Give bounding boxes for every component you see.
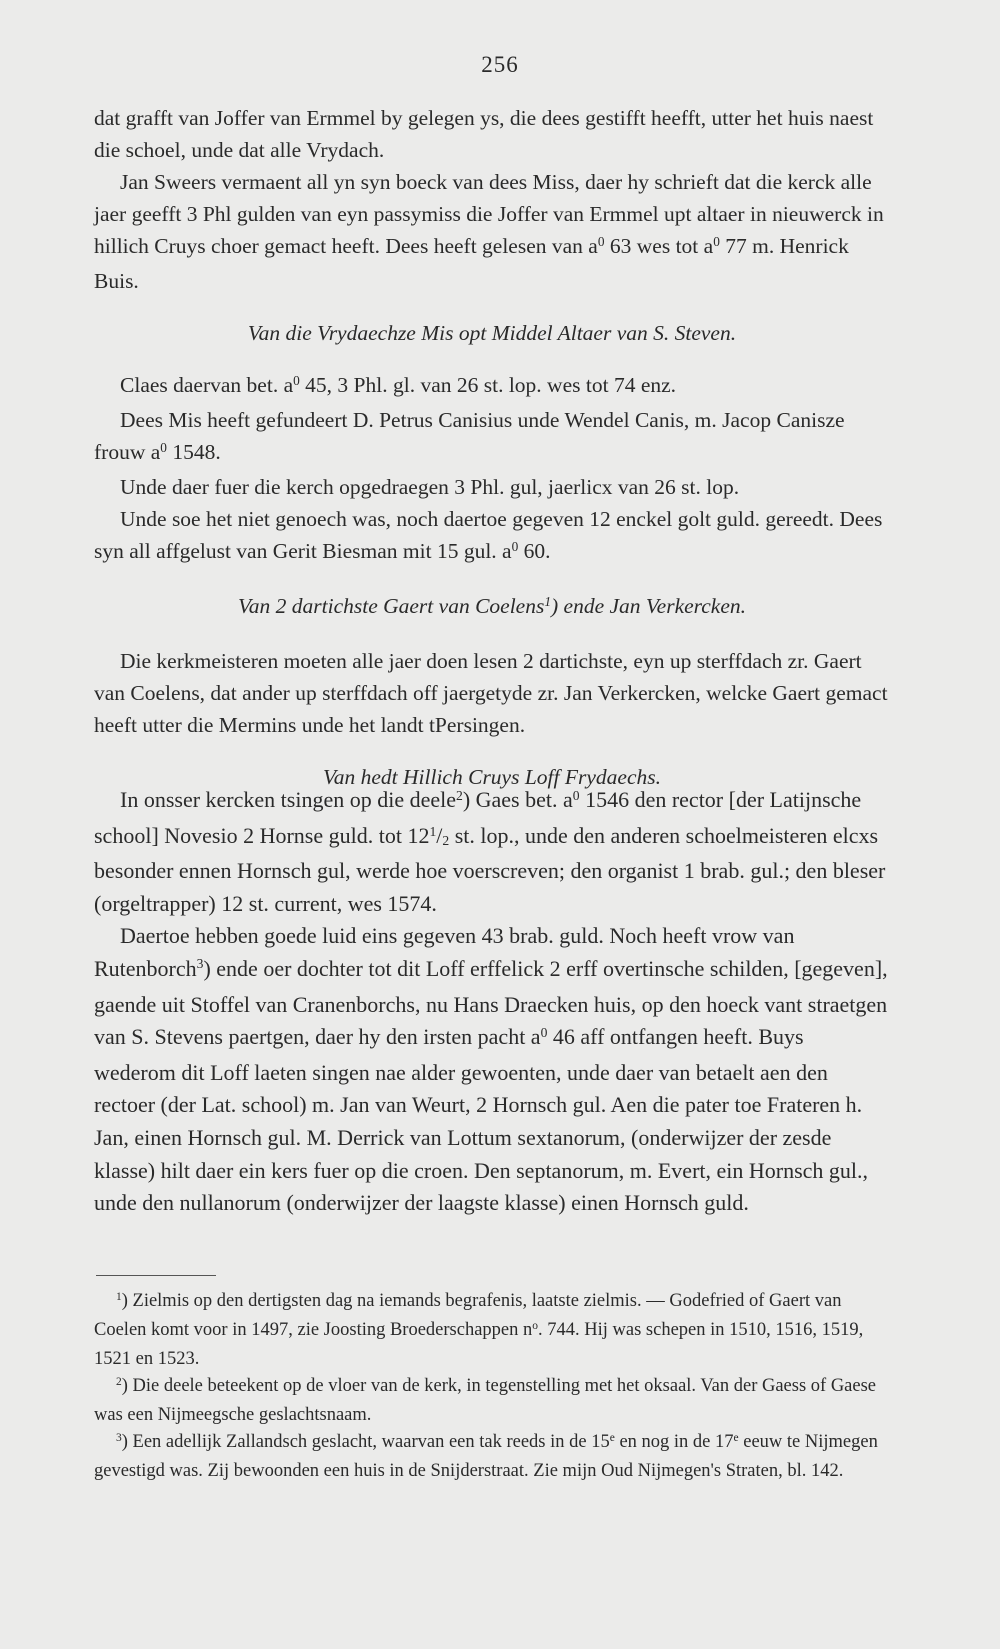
paragraph-7: Die kerkmeisteren moeten alle jaer doen lesen 2 dartichste, eyn up sterffdach zr. Gaert van Coelens, dat ander up sterffdach off jaergetyde zr. Jan Verkercken, welcke Gaert gemact heeft utter die Mermins unde het landt tPersingen. — [94, 649, 888, 737]
fraction-slash: / — [436, 822, 443, 848]
superscript: o — [532, 1319, 538, 1332]
footnote-3-text-a: ) Een adellijk Zallandsch geslacht, waarvan een tak reeds in de 15 — [121, 1432, 610, 1452]
footnote-ref-2: 2 — [456, 787, 463, 803]
paragraph-9-text-b: ) ende oer dochter tot dit Loff erffelick 2 erff overtinsche schilden, [gegeven], gaende uit Stoffel van Cranenborchs, nu Hans Draecken huis, op den hoeck vant straetgen van S. Stevens paertgen, daer hy den irsten pacht a — [94, 955, 888, 1050]
superscript: 0 — [511, 538, 519, 554]
paragraph-9-text-c: 46 aff ontfangen heeft. Buys wederom dit Loff laeten singen nae alder gewoenten, unde daer van betaelt aen den rectoer (der Lat. school) m. Jan van Weurt, 2 Hornsch gul. Aen die pater toe Frateren h. Jan, einen Hornsch gul. M. Derrick van Lottum sextanorum, (onderwijzer der zesde klasse) hilt daer ein kers fuer op die croen. Den septanorum, m. Evert, ein Hornsch gul., unde den nullanorum (onderwijzer der laagste klasse) einen Hornsch guld. — [94, 1024, 869, 1216]
paragraph-3-text-b: 45, 3 Phl. gl. van 26 st. lop. wes tot 74 enz. — [299, 373, 677, 397]
paragraph-6-text-a: Unde soe het niet genoech was, noch daertoe gegeven 12 enckel golt guld. gereedt. Dees syn all affgelust van Gerit Biesman mit 15 gul. a — [94, 507, 883, 563]
heading-2-text-b: ) ende Jan Verkercken. — [551, 594, 746, 618]
paragraph-1: dat grafft van Joffer van Ermmel by gelegen ys, die dees gestifft heefft, utter het huis naest die schoel, unde dat alle Vrydach. — [94, 106, 874, 162]
paragraph-9 — [94, 920, 890, 1219]
footnote-ref-3: 3 — [196, 956, 204, 972]
footnotes — [94, 1288, 890, 1485]
paragraph-6-text-b: 60. — [518, 539, 551, 563]
fraction-numerator: 1 — [429, 824, 437, 840]
footnote-2-mark: 2 — [116, 1375, 122, 1388]
heading-2-text-a: Van 2 dartichste Gaert van Coelens — [238, 594, 545, 618]
paragraph-2-text-c: 77 m. Henrick Buis. — [94, 234, 849, 293]
paragraph-8-text-c: 1546 den rector [der Latijnsche school] Novesio 2 Hornse guld. tot 12 — [94, 787, 862, 848]
superscript: 0 — [572, 787, 580, 803]
paragraph-2-text-b: 63 wes tot a — [604, 234, 714, 258]
paragraph-3 — [94, 369, 890, 404]
paragraph-4-text-a: Dees Mis heeft gefundeert D. Petrus Canisius unde Wendel Canis, m. Jacop Canisze frouw a — [94, 408, 845, 464]
paragraph-8-text-d: st. lop., unde den anderen schoelmeisteren elcxs besonder ennen Hornsch gul, werde hoe voerscreven; den organist 1 brab. gul.; den bleser (orgeltrapper) 12 st. current, wes 1574. — [94, 822, 886, 916]
superscript: e — [609, 1431, 615, 1444]
footnote-3-mark: 3 — [116, 1431, 122, 1444]
main-text-upper — [94, 102, 890, 813]
paragraph-3-text-a: Claes daervan bet. a — [120, 373, 294, 397]
footnote-3 — [94, 1429, 890, 1485]
superscript: 0 — [597, 233, 605, 249]
fraction-denominator: 2 — [442, 833, 450, 849]
paragraph-2 — [94, 166, 890, 297]
main-text-lower — [94, 784, 890, 1220]
paragraph-4-text-b: 1548. — [166, 440, 221, 464]
section-heading-2 — [94, 590, 890, 625]
footnote-1-mark: 1 — [116, 1290, 122, 1303]
paragraph-8-text-b: ) Gaes bet. a — [462, 787, 573, 812]
footnote-2-text: ) Die deele beteekent op de vloer van de kerk, in tegenstelling met het oksaal. Van der Gaess of Gaese was een Nijmeegsche geslachtsnaam. — [94, 1376, 877, 1425]
section-heading-3: Van hedt Hillich Cruys Loff Frydaechs. — [323, 765, 661, 789]
footnote-1-text-b: . 744. Hij was schepen in 1510, 1516, 1519, 1521 en 1523. — [94, 1320, 864, 1369]
superscript: 0 — [713, 233, 720, 249]
paragraph-9-text-a: Daertoe hebben goede luid eins gegeven 43 brab. guld. Noch heeft vrow van Rutenborch — [94, 923, 795, 981]
paragraph-6 — [94, 503, 890, 570]
paragraph-8 — [94, 784, 890, 920]
footnote-3-text-c: eeuw te Nijmegen gevestigd was. Zij bewoonden een huis in de Snijderstraat. Zie mijn Oud Nijmegen's Straten, bl. 142. — [94, 1432, 878, 1481]
paragraph-2-text-a: Jan Sweers vermaent all yn syn boeck van dees Miss, daer hy schrieft dat die kerck alle jaer geefft 3 Phl gulden van eyn passymiss die Joffer van Ermmel upt altaer in nieuwerck in hillich Cruys choer gemact heeft. Dees heeft gelesen van a — [94, 170, 884, 258]
superscript: 0 — [540, 1024, 548, 1040]
superscript: e — [733, 1431, 739, 1444]
footnote-3-text-b: en nog in de 17 — [614, 1432, 734, 1452]
footnote-1 — [94, 1288, 890, 1373]
paragraph-8-text-a: In onsser kercken tsingen op die deele — [120, 787, 456, 812]
paragraph-4 — [94, 404, 890, 471]
footnote-2 — [94, 1373, 890, 1429]
paragraph-5: Unde daer fuer die kerch opgedraegen 3 Phl. gul, jaerlicx van 26 st. lop. — [120, 475, 740, 499]
page-number: 256 — [481, 52, 519, 77]
superscript: 0 — [293, 372, 300, 388]
footnote-1-text-a: ) Zielmis op den dertigsten dag na iemands begrafenis, laatste zielmis. — Godefried of Gaert van Coelen komt voor in 1497, zie Joosting Broederschappen n — [94, 1291, 842, 1340]
superscript: 0 — [160, 439, 167, 455]
footnote-divider — [96, 1275, 216, 1276]
section-heading-1: Van die Vrydaechze Mis opt Middel Altaer van S. Steven. — [247, 321, 737, 345]
footnote-ref-1: 1 — [544, 593, 552, 609]
